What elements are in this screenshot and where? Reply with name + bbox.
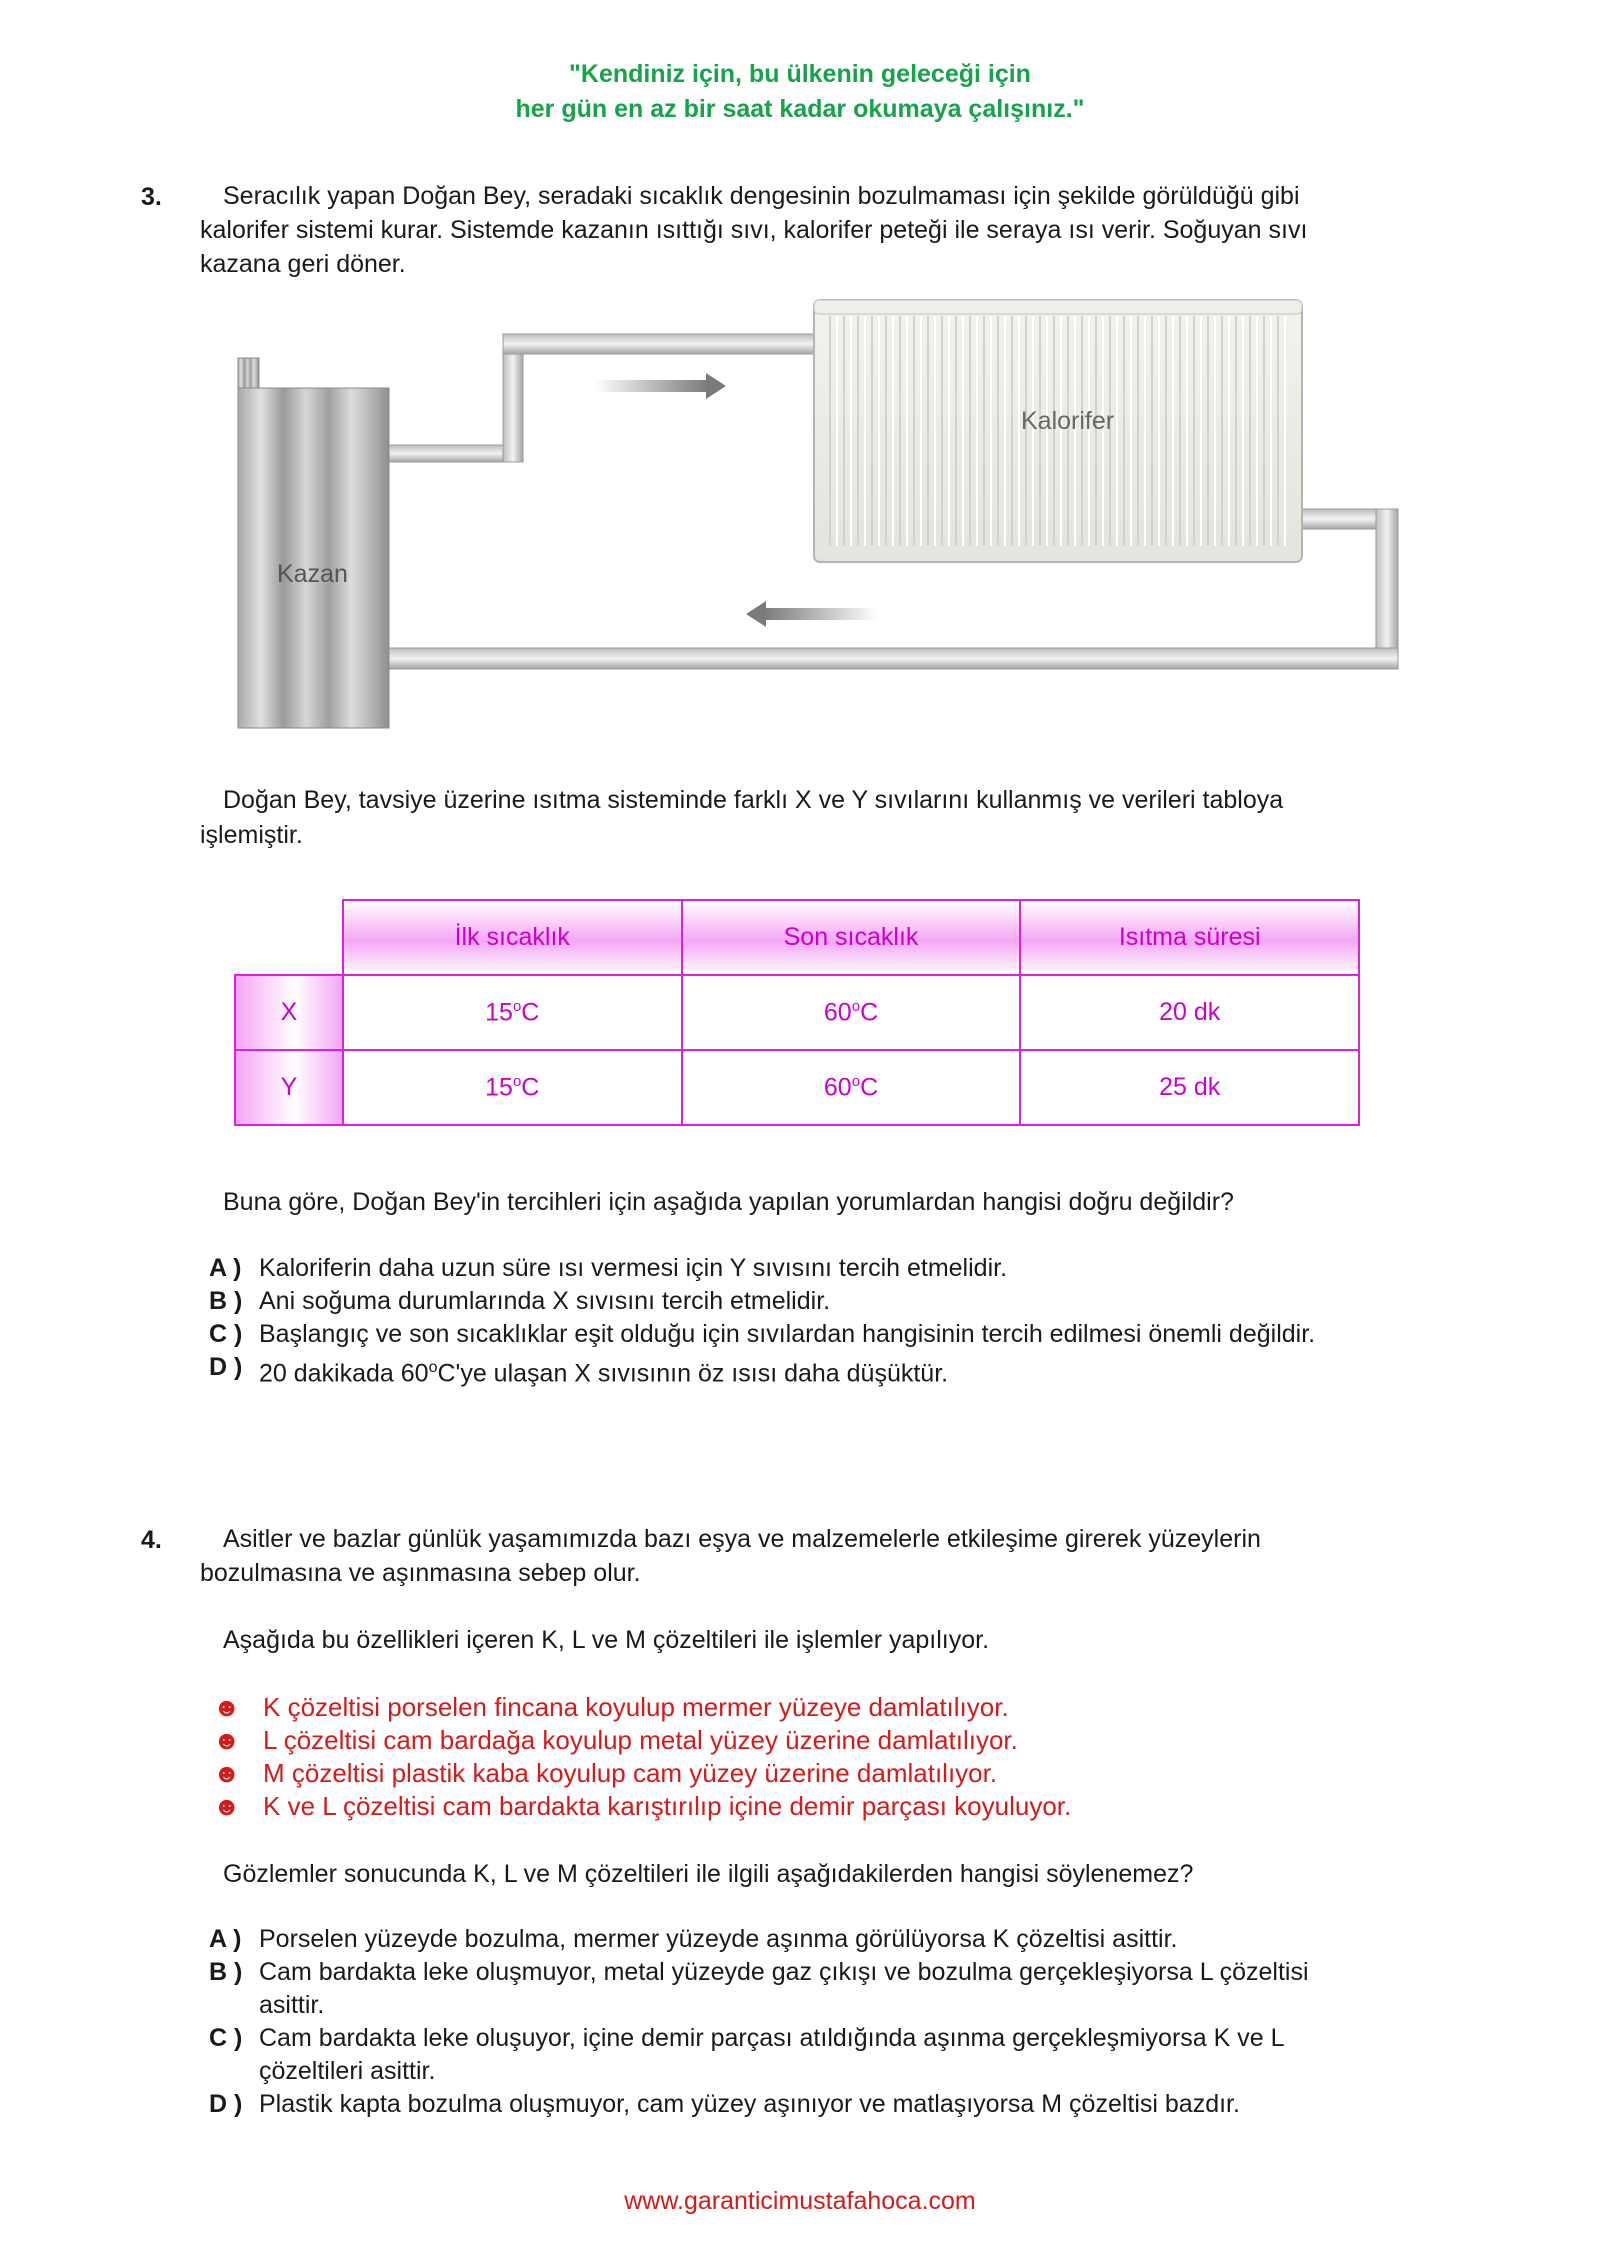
question-3-number: 3.	[141, 183, 162, 211]
question-3-options	[209, 1252, 1315, 1390]
supply-pipe	[389, 334, 816, 462]
motto-line-2: her gün en az bir saat kadar okumaya çalışınız."	[515, 95, 1085, 123]
question-3-prompt: Buna göre, Doğan Bey'in tercihleri için aşağıda yapılan yorumlardan hangisi doğru değildir?	[223, 1188, 1234, 1216]
footer-website-link[interactable]: www.garanticimustafahoca.com	[624, 2187, 976, 2215]
table-empty-corner	[235, 900, 343, 975]
smiley-bullet-icon: ☻	[213, 1725, 241, 1755]
kalorifer-label: Kalorifer	[1021, 407, 1115, 435]
q4-option-a[interactable]: A ) Porselen yüzeyde bozulma, mermer yüzeyde aşınma görülüyorsa K çözeltisi asittir.	[209, 1925, 1178, 1953]
q3-option-a[interactable]: A ) Kaloriferin daha uzun süre ısı vermesi için Y sıvısını tercih etmelidir.	[209, 1254, 1008, 1282]
cell-x-ilk: 15$^o$C	[343, 975, 682, 1050]
q3-option-b[interactable]: B ) Ani soğuma durumlarında X sıvısını tercih etmelidir.	[209, 1287, 831, 1315]
smiley-bullet-icon: ☻	[213, 1791, 241, 1821]
row-label-y: Y	[235, 1050, 343, 1125]
row-label-x: X	[235, 975, 343, 1050]
cell-y-sure: 25 dk	[1020, 1050, 1359, 1125]
q3-option-d[interactable]: D ) 20 dakikada 60$^o$C'ye ulaşan X sıvısının öz ısısı daha düşüktür.	[209, 1353, 949, 1388]
q4-option-d[interactable]: D ) Plastik kapta bozulma oluşmuyor, cam yüzey aşınıyor ve matlaşıyorsa M çözeltisi bazdır.	[209, 2090, 1240, 2118]
question-4-text: Aşağıda bu özellikleri içeren K, L ve M çözeltileri ile işlemler yapılıyor.	[223, 1626, 990, 1654]
question-4-bullets	[213, 1691, 1071, 1823]
table-header-row	[235, 900, 1359, 975]
table-row-y	[235, 1050, 1359, 1125]
cell-x-sure: 20 dk	[1020, 975, 1359, 1050]
question-3-intro-line-1: Seracılık yapan Doğan Bey, seradaki sıcaklık dengesinin bozulmaması için şekilde görüldüğü gibi	[223, 182, 1300, 210]
motto-line-1: "Kendiniz için, bu ülkenin geleceği için	[569, 60, 1031, 88]
q4-option-b[interactable]: B ) Cam bardakta leke oluşmuyor, metal yüzeyde gaz çıkışı ve bozulma gerçekleşiyorsa L çözeltisi asittir.	[209, 1958, 1309, 2019]
cell-y-ilk: 15$^o$C	[343, 1050, 682, 1125]
kazan-label: Kazan	[277, 560, 348, 588]
cell-y-son: 60$^o$C	[682, 1050, 1021, 1125]
smiley-bullet-icon: ☻	[213, 1758, 241, 1788]
question-4-intro-line-1: Asitler ve bazlar günlük yaşamımızda bazı eşya ve malzemelerle etkileşime girerek yüzeylerin	[223, 1525, 1261, 1553]
header-son-sicaklik: Son sıcaklık	[682, 900, 1021, 975]
flow-arrow-right-icon	[595, 373, 726, 399]
question-4-prompt: Gözlemler sonucunda K, L ve M çözeltileri ile ilgili aşağıdakilerden hangisi söylenemez?	[223, 1860, 1194, 1888]
q3-option-c[interactable]: C ) Başlangıç ve son sıcaklıklar eşit olduğu için sıvılardan hangisinin tercih edilmesi önemli değildir.	[209, 1320, 1316, 1348]
question-3-intro-line-3: kazana geri döner.	[200, 250, 406, 278]
question-4-intro-line-2: bozulmasına ve aşınmasına sebep olur.	[200, 1559, 641, 1587]
heating-system-figure	[0, 0, 1600, 760]
list-item: ☻ K ve L çözeltisi cam bardakta karıştırılıp içine demir parçası koyuluyor.	[213, 1791, 1072, 1821]
question-4-options	[209, 1923, 1309, 2121]
smiley-bullet-icon: ☻	[213, 1692, 241, 1722]
kazan-boiler	[238, 358, 389, 728]
q4-option-c[interactable]: C ) Cam bardakta leke oluşuyor, içine demir parçası atıldığında aşınma gerçekleşmiyorsa K ve L çözeltileri asittir.	[209, 2024, 1285, 2085]
cell-x-son: 60$^o$C	[682, 975, 1021, 1050]
header-ilk-sicaklik: İlk sıcaklık	[343, 900, 682, 975]
question-3-text-line-1: Doğan Bey, tavsiye üzerine ısıtma sisteminde farklı X ve Y sıvılarını kullanmış ve verileri tabloya	[223, 786, 1284, 814]
header-isitma-suresi: Isıtma süresi	[1020, 900, 1359, 975]
question-3-intro-line-2: kalorifer sistemi kurar. Sistemde kazanın ısıttığı sıvı, kalorifer peteği ile seraya ısı verir. Soğuyan sıvı	[200, 216, 1308, 244]
liquid-data-table	[234, 899, 1360, 1126]
table-row-x	[235, 975, 1359, 1050]
question-4-number: 4.	[141, 1526, 162, 1554]
question-3-text-line-2: işlemiştir.	[200, 821, 303, 849]
flow-arrow-left-icon	[746, 601, 877, 627]
list-item: ☻ K çözeltisi porselen fincana koyulup mermer yüzeye damlatılıyor.	[213, 1692, 1009, 1722]
list-item: ☻ M çözeltisi plastik kaba koyulup cam yüzey üzerine damlatılıyor.	[213, 1758, 998, 1788]
list-item: ☻ L çözeltisi cam bardağa koyulup metal yüzey üzerine damlatılıyor.	[213, 1725, 1018, 1755]
